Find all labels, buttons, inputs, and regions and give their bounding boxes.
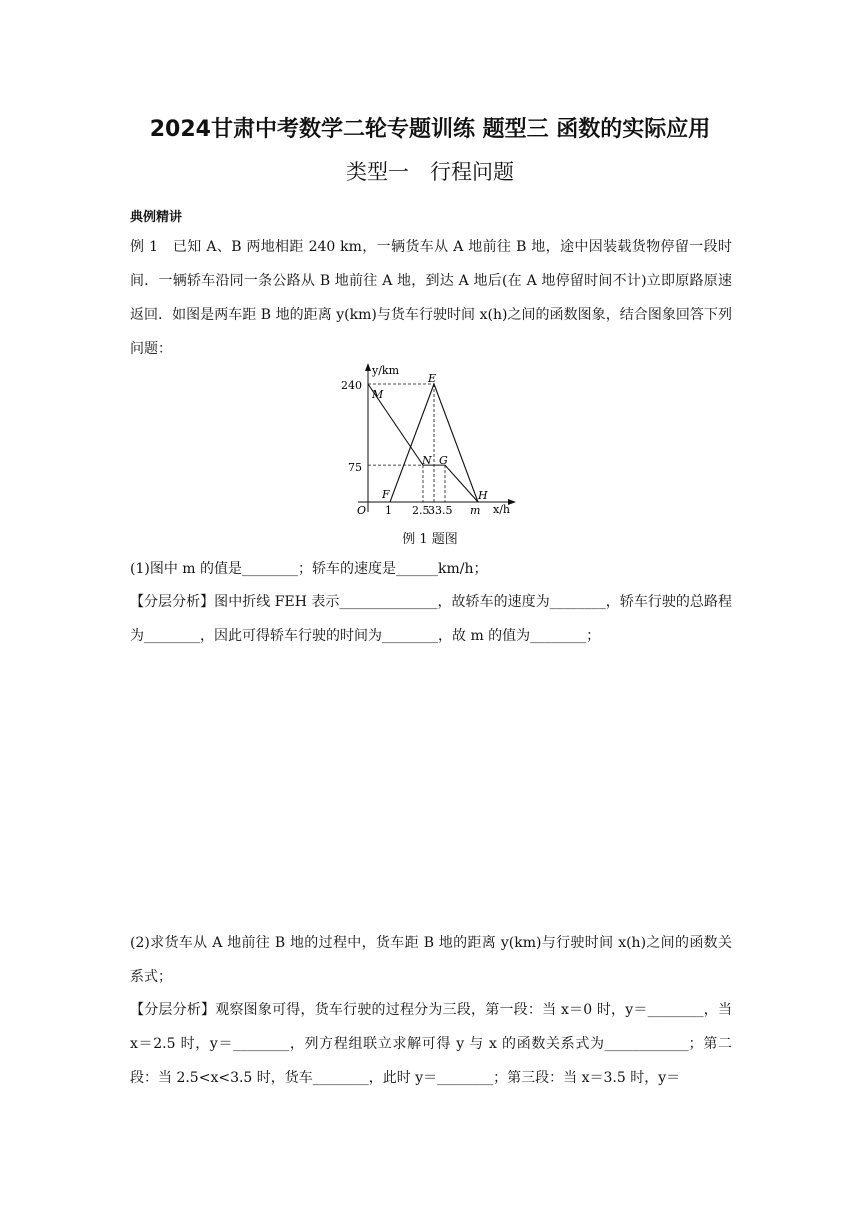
y-tick-240: 240	[341, 379, 362, 392]
question-2: (2)求货车从 A 地前往 B 地的过程中，货车距 B 地的距离 y(km)与行驶时间 x(h)之间的函数关系式；	[130, 935, 732, 985]
x-tick-m: m	[470, 504, 481, 517]
point-label-g: G	[439, 454, 448, 467]
y-axis-label: y/km	[372, 364, 400, 377]
x-tick-1: 1	[385, 504, 392, 517]
y-tick-75: 75	[348, 461, 362, 474]
truck-line	[368, 384, 478, 502]
point-label-h: H	[478, 489, 488, 502]
figure-caption: 例 1 题图	[402, 532, 458, 547]
problem-statement: 例 1 已知 A、B 两地相距 240 km，一辆货车从 A 地前往 B 地，途中因装载货物停留一段时间．一辆轿车沿同一条公路从 B 地前往 A 地，到达 A 地后(在 A 地停留时间不计)立即原路原速返回．如图是两车距 B 地的距离 y(km)与货车行驶时间 x(h)之间的函数图象，结合图象回答下列问题：	[130, 239, 732, 357]
page-title: 2024甘肃中考数学二轮专题训练 题型三 函数的实际应用	[149, 117, 711, 142]
x-tick-3.5: 3.5	[435, 504, 453, 517]
section-heading: 典例精讲	[130, 210, 183, 225]
page-subtitle: 类型一 行程问题	[346, 160, 514, 184]
point-label-m: M	[372, 388, 384, 401]
y-axis-arrow	[365, 363, 371, 371]
distance-time-graph	[330, 360, 520, 520]
question-1: (1)图中 m 的值是________；轿车的速度是______km/h；	[130, 561, 488, 577]
x-tick-3: 3	[428, 504, 435, 517]
point-label-f: F	[382, 488, 390, 501]
analysis-2: 【分层分析】观察图象可得，货车行驶的过程分为三段，第一段：当 x＝0 时，y＝________，当 x＝2.5 时，y＝________，列方程组联立求解可得 y 与 x 的函数关系式为____________；第二段：当 2.5<x<3.5 时，货车________，此时 y＝________；第三段：当 x＝3.5 时，y＝	[130, 1002, 732, 1086]
point-label-n: N	[422, 454, 432, 467]
analysis-1: 【分层分析】图中折线 FEH 表示______________，故轿车的速度为________，轿车行驶的总路程为________，因此可得轿车行驶的时间为________，故 m 的值为________；	[130, 594, 732, 644]
x-axis-label: x/h	[493, 503, 510, 516]
x-tick-2.5: 2.5	[412, 504, 430, 517]
point-label-e: E	[428, 372, 437, 385]
origin-label: O	[357, 504, 367, 517]
